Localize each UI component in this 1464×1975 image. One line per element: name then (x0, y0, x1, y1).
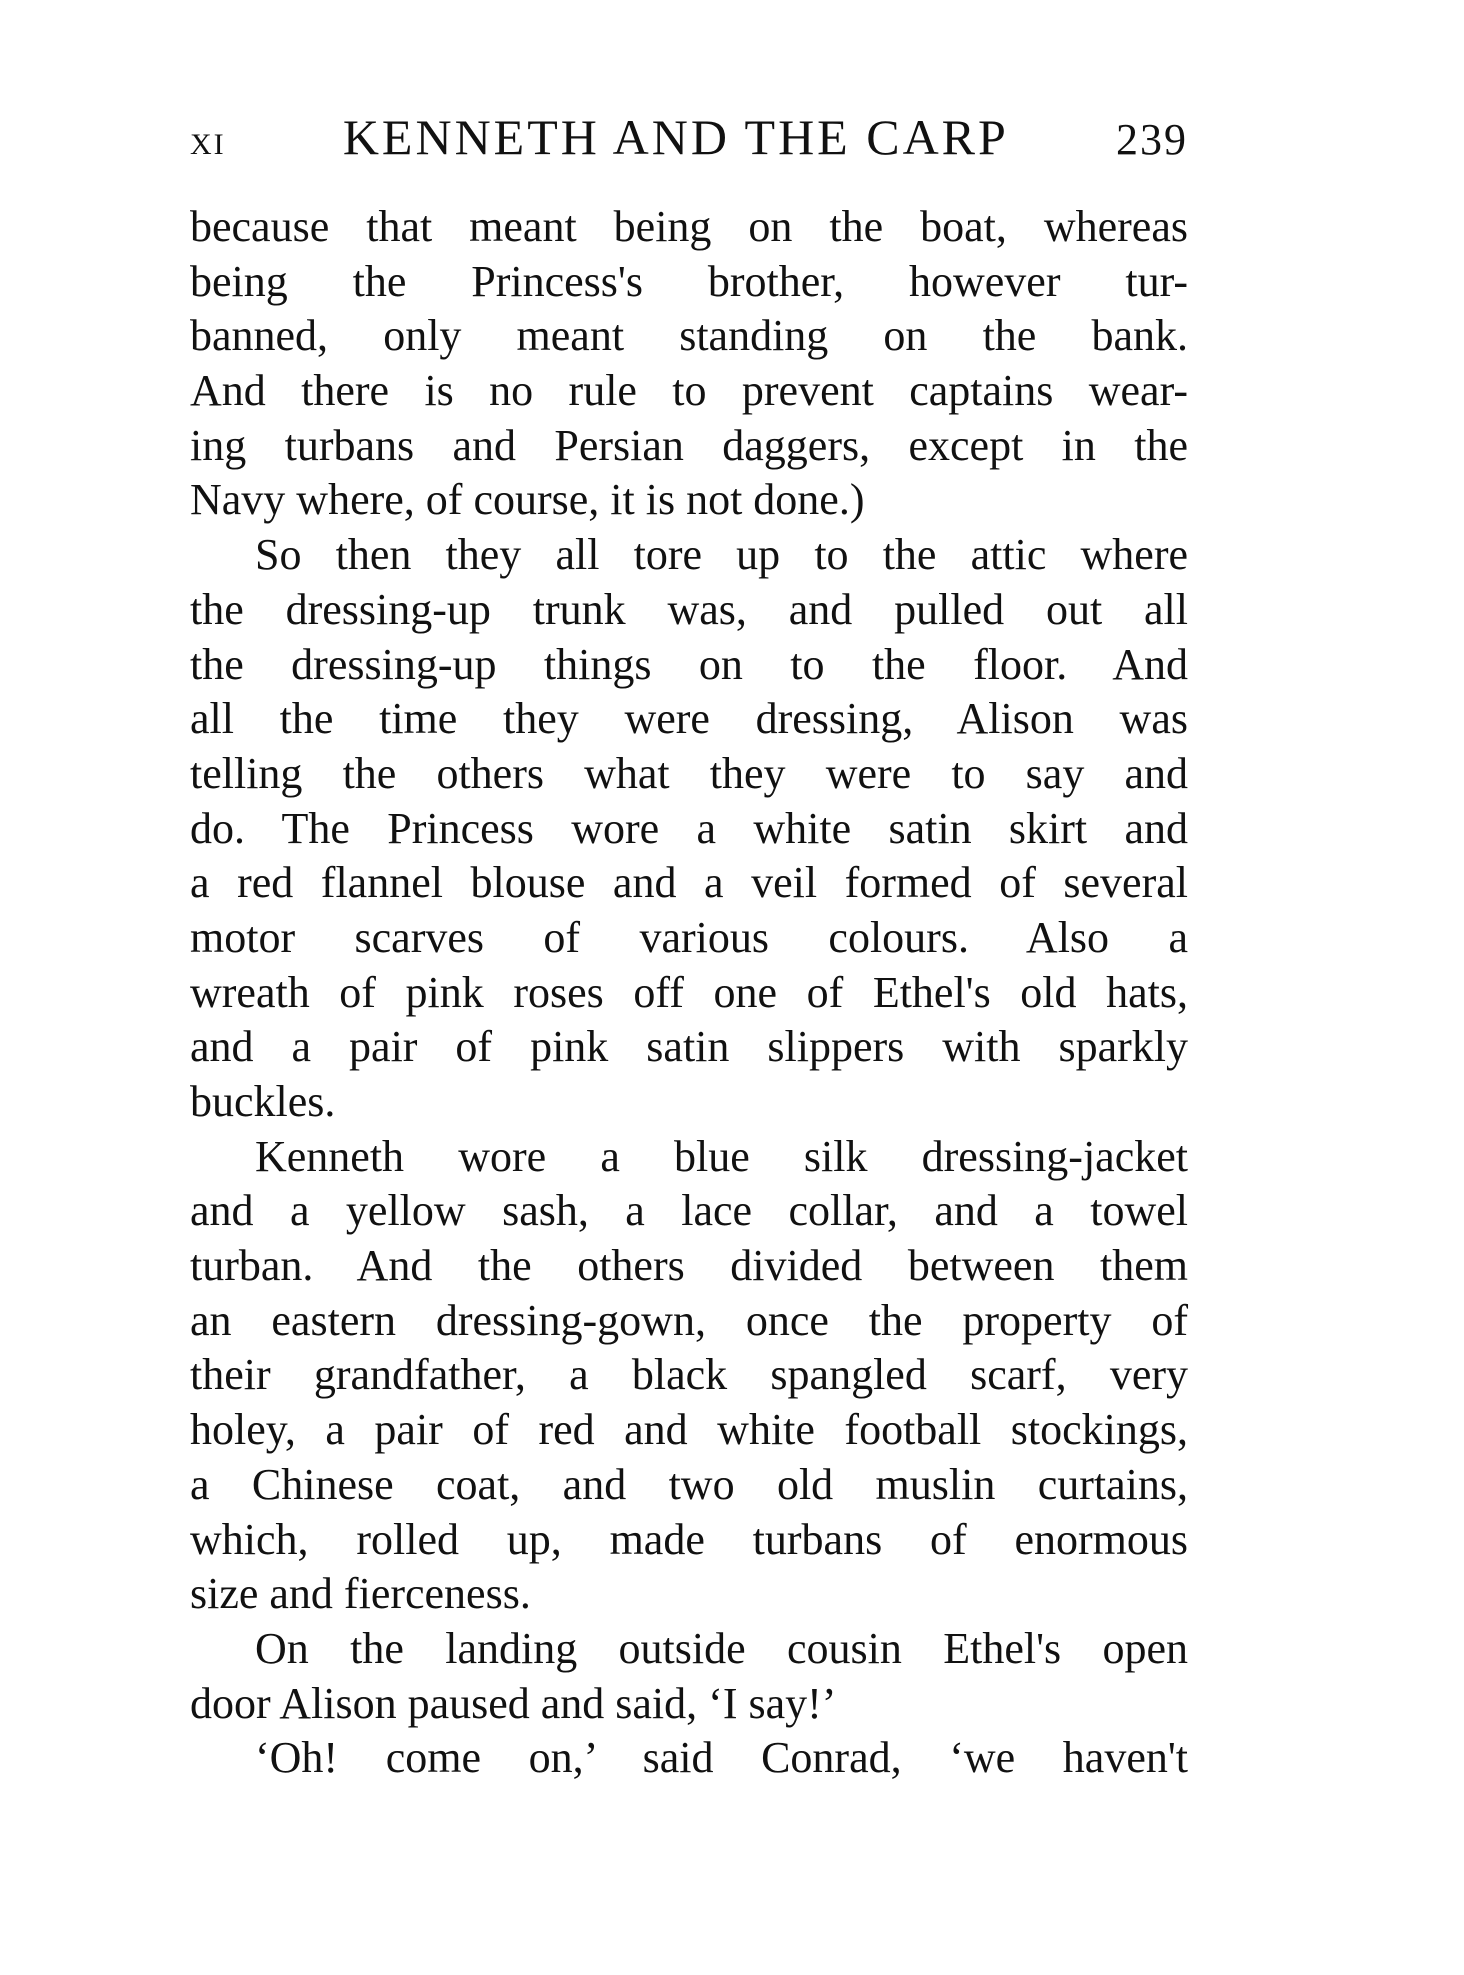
page-number: 239 (1116, 115, 1188, 164)
chapter-title: KENNETH AND THE CARP (342, 109, 1009, 165)
text-line: holey, a pair of red and white football stockings, (190, 1405, 1188, 1455)
text-line: the dressing-up trunk was, and pulled out all (190, 584, 1188, 634)
body-text (190, 200, 1188, 1786)
text-line: buckles. (190, 1077, 336, 1126)
text-line: because that meant being on the boat, whereas (190, 202, 1188, 251)
text-line: door Alison paused and said, ‘I say!’ (190, 1678, 837, 1728)
chapter-number: XI (190, 128, 226, 161)
text-line: the dressing-up things on to the floor. And (190, 639, 1188, 689)
text-line: which, rolled up, made turbans of enormous (190, 1514, 1188, 1564)
text-line: and a yellow sash, a lace collar, and a towel (190, 1186, 1188, 1236)
paragraph-start-line: So then they all tore up to the attic where (255, 530, 1188, 580)
text-line: telling the others what they were to say and (190, 748, 1188, 798)
text-line: Navy where, of course, it is not done.) (190, 475, 865, 525)
text-line: an eastern dressing-gown, once the property of (190, 1295, 1188, 1345)
text-line: do. The Princess wore a white satin skirt and (190, 803, 1188, 853)
text-line: banned, only meant standing on the bank. (190, 311, 1188, 361)
text-line: size and fierceness. (190, 1569, 531, 1619)
text-line: a red flannel blouse and a veil formed of several (190, 858, 1188, 908)
text-line: and a pair of pink satin slippers with sparkly (190, 1022, 1188, 1072)
paragraph-start-line: ‘Oh! come on,’ said Conrad, ‘we haven't (255, 1733, 1188, 1783)
text-line: all the time they were dressing, Alison was (190, 694, 1188, 744)
text-line: wreath of pink roses off one of Ethel's old hats, (190, 967, 1188, 1017)
running-head (190, 108, 1188, 164)
paragraph-start-line: On the landing outside cousin Ethel's open (255, 1623, 1188, 1673)
text-line: their grandfather, a black spangled scarf, very (190, 1350, 1188, 1400)
paragraph-start-line: Kenneth wore a blue silk dressing-jacket (255, 1131, 1188, 1181)
text-line: ing turbans and Persian daggers, except in the (190, 420, 1188, 470)
text-line: motor scarves of various colours. Also a (190, 912, 1188, 962)
text-line: And there is no rule to prevent captains wear- (190, 366, 1188, 416)
text-line: a Chinese coat, and two old muslin curtains, (190, 1459, 1188, 1509)
text-line: turban. And the others divided between them (190, 1241, 1188, 1291)
text-line: being the Princess's brother, however tur- (190, 256, 1188, 306)
